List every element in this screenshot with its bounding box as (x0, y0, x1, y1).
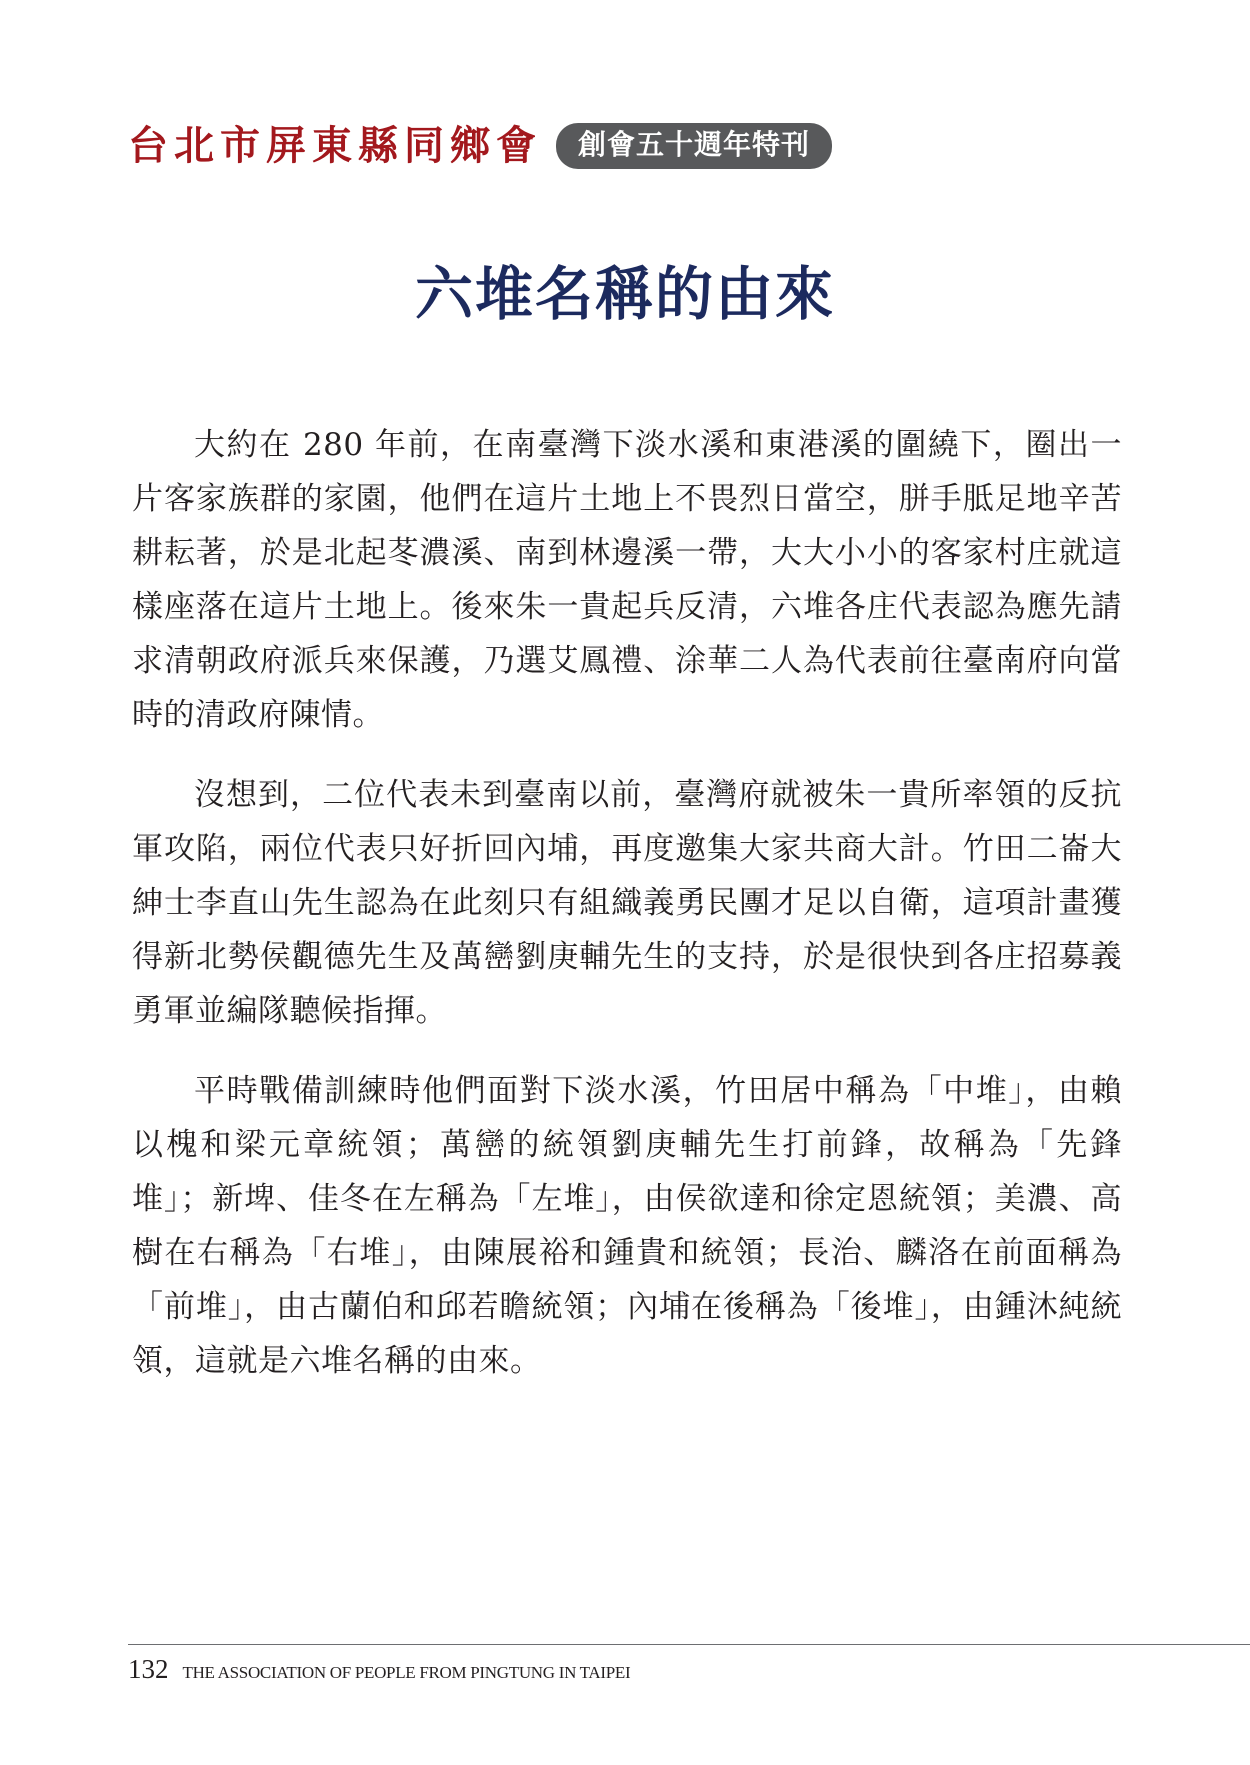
footer-divider (128, 1644, 1250, 1645)
anniversary-issue-badge: 創會五十週年特刊 (556, 123, 832, 169)
article-paragraph: 平時戰備訓練時他們面對下淡水溪，竹田居中稱為「中堆」，由賴以槐和梁元章統領；萬巒的統領劉庚輔先生打前鋒，故稱為「先鋒堆」；新埤、佳冬在左稱為「左堆」，由侯欲達和徐定恩統領；美濃、高樹在右稱為「右堆」，由陳展裕和鍾貴和統領；長治、麟洛在前面稱為「前堆」，由古蘭伯和邱若瞻統領；內埔在後稱為「後堆」，由鍾沐純統領，這就是六堆名稱的由來。 (132, 1073, 1122, 1379)
association-name: 台北市屏東縣同鄉會 (128, 122, 542, 169)
article-paragraph: 沒想到，二位代表未到臺南以前，臺灣府就被朱一貴所率領的反抗軍攻陷，兩位代表只好折回內埔，再度邀集大家共商大計。竹田二崙大紳士李直山先生認為在此刻只有組織義勇民團才足以自衛，這項計畫獲得新北勢侯觀德先生及萬巒劉庚輔先生的支持，於是很快到各庄招募義勇軍並編隊聽候指揮。 (132, 777, 1122, 1029)
page-number: 132 (128, 1654, 169, 1684)
publication-name: THE ASSOCIATION OF PEOPLE FROM PINGTUNG IN TAIPEI (182, 1663, 631, 1682)
article-body (132, 418, 1122, 1414)
page-footer (128, 1654, 630, 1685)
article-paragraph: 大約在 280 年前，在南臺灣下淡水溪和東港溪的圍繞下，圈出一片客家族群的家園，他們在這片土地上不畏烈日當空，胼手胝足地辛苦耕耘著，於是北起苳濃溪、南到林邊溪一帶，大大小小的客家村庄就這樣座落在這片土地上。後來朱一貴起兵反清，六堆各庄代表認為應先請求清朝政府派兵來保護，乃選艾鳳禮、涂華二人為代表前往臺南府向當時的清政府陳情。 (132, 427, 1122, 733)
article-title: 六堆名稱的由來 (414, 260, 835, 328)
page-header (128, 118, 832, 174)
